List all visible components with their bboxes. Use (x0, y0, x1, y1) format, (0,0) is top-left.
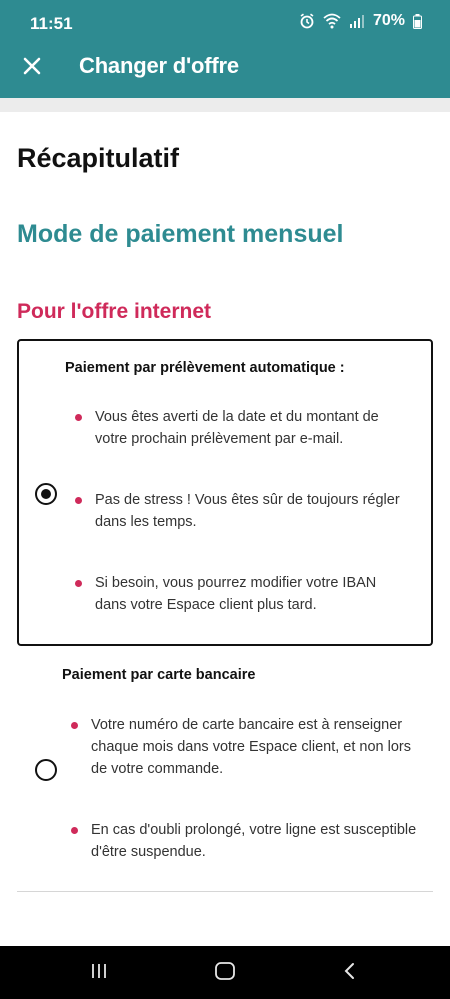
payment-option-card[interactable] (17, 657, 433, 880)
close-icon[interactable] (18, 52, 46, 80)
wifi-icon (323, 13, 341, 29)
bullet-dot (75, 414, 82, 421)
status-bar (0, 0, 450, 44)
signal-icon (349, 13, 365, 29)
bullet-dot (71, 722, 78, 729)
radio-selected[interactable] (35, 483, 57, 505)
bullet-dot (71, 827, 78, 834)
bullet-item: Vous êtes averti de la date et du montant de votre prochain prélèvement par e-mail. (77, 406, 407, 450)
bullet-item: Votre numéro de carte bancaire est à renseigner chaque mois dans votre Espace client, et non lors de votre commande. (73, 714, 418, 780)
status-icons (299, 12, 422, 30)
bullet-item: En cas d'oubli prolongé, votre ligne est susceptible d'être suspendue. (73, 819, 418, 863)
status-time: 11:51 (30, 14, 73, 33)
alarm-icon (299, 13, 315, 29)
top-bar (0, 0, 450, 98)
recent-apps-icon[interactable] (89, 961, 109, 981)
option-title: Paiement par carte bancaire (62, 667, 256, 683)
battery-percent: 70% (372, 12, 405, 29)
home-icon[interactable] (214, 961, 236, 981)
page-title: Changer d'offre (79, 53, 239, 78)
bullet-dot (75, 580, 82, 587)
header-divider (0, 98, 450, 112)
back-icon[interactable] (342, 961, 358, 981)
payment-section-title: Mode de paiement mensuel (17, 220, 344, 248)
bullet-item: Si besoin, vous pourrez modifier votre IBAN dans votre Espace client plus tard. (77, 572, 407, 616)
bullet-dot (75, 497, 82, 504)
bullet-item: Pas de stress ! Vous êtes sûr de toujours régler dans les temps. (77, 489, 407, 533)
option-title: Paiement par prélèvement automatique : (65, 360, 345, 376)
offer-title: Pour l'offre internet (17, 300, 212, 323)
summary-title: Récapitulatif (17, 143, 180, 173)
battery-icon (413, 14, 422, 29)
divider (17, 891, 433, 892)
system-nav-bar (0, 946, 450, 999)
radio-unselected[interactable] (35, 759, 57, 781)
payment-option-direct-debit[interactable] (17, 339, 433, 646)
